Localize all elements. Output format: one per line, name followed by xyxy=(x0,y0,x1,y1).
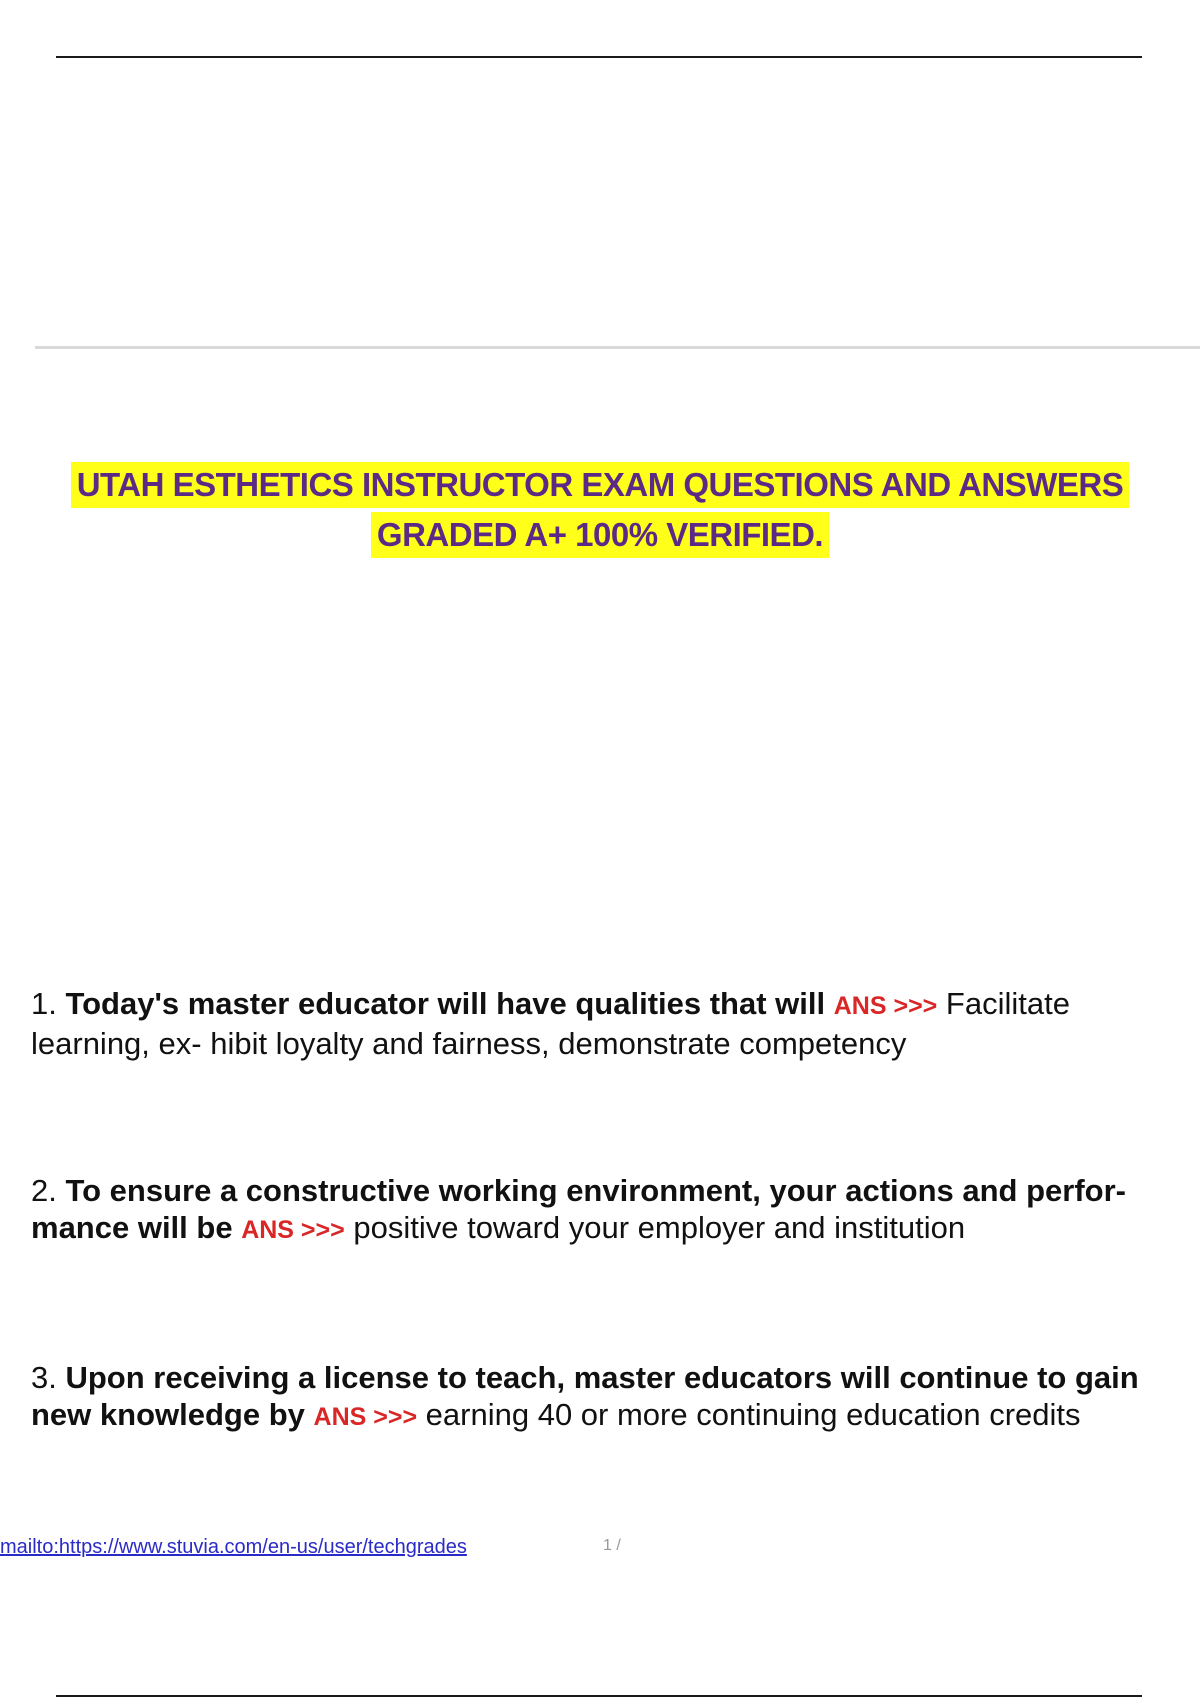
header-separator xyxy=(35,346,1200,349)
answer-text: positive toward your employer and institution xyxy=(353,1210,966,1245)
answer-text: earning 40 or more continuing education credits xyxy=(425,1397,1081,1432)
question-number: 2. xyxy=(31,1173,57,1208)
title-line-2: GRADED A+ 100% VERIFIED. xyxy=(371,512,829,558)
question-item-3 xyxy=(31,1359,1181,1436)
answer-marker: ANS >>> xyxy=(241,1216,345,1244)
question-number: 3. xyxy=(31,1360,57,1395)
document-title xyxy=(0,462,1200,558)
question-item-1 xyxy=(31,985,1181,1062)
question-text: Upon receiving a license to teach, master educators will continue to gain new knowledge by xyxy=(31,1360,1139,1432)
question-text: Today's master educator will have qualities that will xyxy=(65,986,826,1021)
question-item-2 xyxy=(31,1172,1181,1249)
footer-profile-link[interactable]: mailto:https://www.stuvia.com/en-us/user/techgrades xyxy=(0,1536,467,1558)
bottom-divider xyxy=(56,1695,1142,1697)
top-divider xyxy=(56,56,1142,58)
answer-marker: ANS >>> xyxy=(833,992,938,1020)
answer-marker: ANS >>> xyxy=(313,1403,418,1431)
page-number: 1 / xyxy=(603,1537,621,1554)
answer-text: Facilitate learning, ex- hibit loyalty and fairness, demonstrate competency xyxy=(31,986,1070,1061)
question-text: To ensure a constructive working environment, your actions and perfor- mance will be xyxy=(31,1173,1126,1245)
question-number: 1. xyxy=(31,986,57,1021)
title-line-1: UTAH ESTHETICS INSTRUCTOR EXAM QUESTIONS AND ANSWERS xyxy=(71,462,1130,508)
